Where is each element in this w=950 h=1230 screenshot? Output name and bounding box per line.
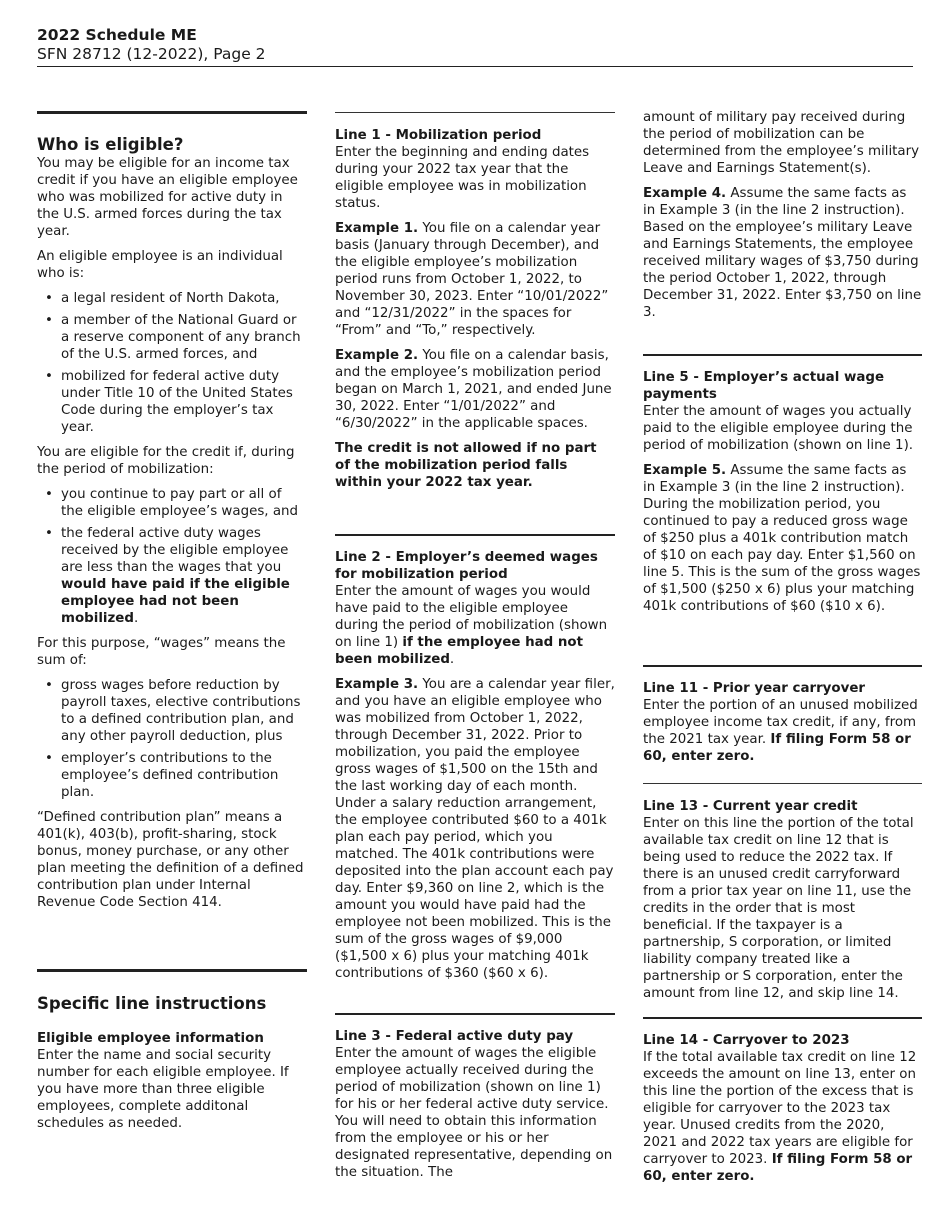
example-label: Example 3.: [335, 677, 419, 692]
paragraph: [643, 1049, 922, 1185]
paragraph: You are eligible for the credit if, during the period of mobilization:: [37, 445, 295, 477]
paragraph: For this purpose, “wages” means the sum of:: [37, 636, 286, 668]
section-rule: [643, 783, 922, 784]
paragraph: “Defined contribution plan” means a 401(k), 403(b), profit-sharing, stock bonus, money purchase, or any other plan meeting the definition of a defined contribution plan under Internal Revenue Code Section 414.: [37, 810, 304, 910]
paragraph: amount of military pay received during the period of mobilization can be determined from the employee’s military Leave and Earnings Statement(s).: [643, 110, 920, 176]
example-label: Example 2.: [335, 348, 419, 363]
section-line-14: [643, 1032, 922, 1185]
text: .: [449, 652, 455, 667]
text: You file on a calendar basis, and the employee’s mobilization period began on March 1, 2021, and ended June 30, 2022. Enter “1/01/2022” and “6/30/2022” in the applicable spaces.: [335, 348, 612, 431]
paragraph: Enter the amount of wages you actually paid to the eligible employee during the period of mobilization (shown on line 1).: [643, 404, 914, 453]
bullet-list: [37, 677, 307, 801]
example-label: Example 1.: [335, 221, 419, 236]
section-rule: [643, 354, 922, 356]
section-line-3: [335, 1028, 615, 1181]
paragraph: Enter on this line the portion of the total available tax credit on line 12 that is being used to reduce the 2022 tax. If there is an unused credit carryforward from a prior tax year on line 11, use the credits in the order that is most beneficial. If the taxpayer is a partnership, S corporation, or limited liability company treated like a partnership or S corporation, enter the amount from line 12, and skip line 14.: [643, 816, 914, 1001]
line-heading: Line 1 - Mobilization period: [335, 128, 542, 143]
text: Assume the same facts as in Example 3 (in the line 2 instruction). Based on the employee’s military Leave and Earnings Statements, the employee received military wages of $3,750 during the period October 1, 2022, through December 31, 2022. Enter $3,750 on line 3.: [643, 186, 922, 320]
section-who-is-eligible: [37, 135, 307, 919]
form-subtitle: SFN 28712 (12-2022), Page 2: [37, 45, 266, 63]
paragraph: You may be eligible for an income tax credit if you have an eligible employee who was mobilized for active duty in the U.S. armed forces during the tax year.: [37, 156, 298, 239]
text: .: [133, 611, 139, 626]
line-heading: Line 11 - Prior year carryover: [643, 681, 866, 696]
example-paragraph: [335, 220, 615, 339]
section-rule: [335, 112, 615, 113]
subheading: Eligible employee information: [37, 1031, 264, 1046]
section-line-5: [643, 369, 922, 615]
section-rule: [643, 665, 922, 667]
list-item: • employer’s contributions to the employee’s defined contribution plan.: [37, 750, 307, 801]
text: If the total available tax credit on line 12 exceeds the amount on line 13, enter on this line the portion of the excess that is eligible for carryover to the 2023 tax year. Unused credits from the 2020, 2021 and 2022 tax years are eligible for carryover to 2023.: [643, 1050, 917, 1167]
text: Assume the same facts as in Example 3 (in the line 2 instruction). During the mobilization period, you continued to pay a reduced gross wage of $250 plus a 401k contribution match of $10 on each pay day. Enter $1,560 on line 5. This is the sum of the gross wages of $1,500 ($250 x 6) plus your matching 401k contributions of $60 ($10 x 6).: [643, 463, 921, 614]
list-item: • you continue to pay part or all of the eligible employee’s wages, and: [37, 486, 307, 520]
section-rule: [37, 969, 307, 972]
list-item: • mobilized for federal active duty under Title 10 of the United States Code during the employer’s tax year.: [37, 368, 307, 436]
line-heading: Line 2 - Employer’s deemed wages for mobilization period: [335, 550, 598, 582]
section-line-3-continued: [643, 109, 922, 321]
section-line-11: [643, 680, 922, 765]
section-rule: [335, 534, 615, 536]
note-paragraph: The credit is not allowed if no part of the mobilization period falls within your 2022 tax year.: [335, 441, 597, 490]
paragraph: Enter the beginning and ending dates during your 2022 tax year that the eligible employee was in mobilization status.: [335, 145, 590, 211]
line-heading: Line 3 - Federal active duty pay: [335, 1029, 574, 1044]
section-line-1: [335, 127, 615, 491]
line-heading: Line 5 - Employer’s actual wage payments: [643, 370, 885, 402]
paragraph: Enter the name and social security number for each eligible employee. If you have more than three eligible employees, complete additonal schedules as needed.: [37, 1048, 289, 1131]
section-rule: [335, 1013, 615, 1015]
list-item: • gross wages before reduction by payroll taxes, elective contributions to a defined contribution plan, and any other payroll deduction, plus: [37, 677, 307, 745]
line-heading: Line 13 - Current year credit: [643, 799, 858, 814]
text: Enter the portion of an unused mobilized employee income tax credit, if any, from the 2021 tax year.: [643, 698, 918, 747]
text: You file on a calendar year basis (January through December), and the eligible employee’s mobilization period runs from October 1, 2022, to November 30, 2023. Enter “10/01/2022” and “12/31/2022” in the spaces for “From” and “To,” respectively.: [335, 221, 609, 338]
example-paragraph: [335, 676, 615, 982]
example-paragraph: [643, 462, 922, 615]
form-title: 2022 Schedule ME: [37, 26, 197, 44]
example-label: Example 5.: [643, 463, 727, 478]
section-heading: Specific line instructions: [37, 994, 267, 1013]
section-rule: [643, 1017, 922, 1019]
emphasis: If filing Form 58 or 60, enter zero.: [643, 732, 911, 764]
text: Enter the amount of wages you would have paid to the eligible employee during the period of mobilization (shown on line 1): [335, 584, 608, 650]
text: You are a calendar year filer, and you have an eligible employee who was mobilized from October 1, 2022, through December 31, 2022. Prior to mobilization, you paid the employee gross wages of $1,500 on the 15th and the last working day of each month. Under a salary reduction arrangement, the employee contributed $60 to a 401k plan each pay period, which you matched. The 401k contributions were deposited into the plan account each pay day. Enter $9,360 on line 2, which is the amount you would have paid had the employee not been mobilized. This is the sum of the gross wages of $9,000 ($1,500 x 6) plus your matching 401k contributions of $360 ($60 x 6).: [335, 677, 615, 981]
section-heading: Who is eligible?: [37, 135, 184, 154]
bullet-list: [37, 290, 307, 436]
bullet-list: [37, 486, 307, 627]
page-header: [37, 26, 913, 64]
list-item: • a legal resident of North Dakota,: [37, 290, 307, 307]
emphasis: would have paid if the eligible employee had not been mobilized: [61, 577, 290, 626]
list-item: [37, 525, 307, 627]
emphasis: if the employee had not been mobilized: [335, 635, 584, 667]
emphasis: If filing Form 58 or 60, enter zero.: [643, 1152, 913, 1184]
paragraph: [335, 583, 615, 668]
section-rule: [37, 111, 307, 114]
header-rule: [37, 66, 913, 67]
paragraph: An eligible employee is an individual who is:: [37, 249, 283, 281]
section-specific-instructions: [37, 994, 307, 1132]
list-item: • a member of the National Guard or a reserve component of any branch of the U.S. armed forces, and: [37, 312, 307, 363]
example-label: Example 4.: [643, 186, 727, 201]
line-heading: Line 14 - Carryover to 2023: [643, 1033, 850, 1048]
section-line-2: [335, 549, 615, 982]
text: the federal active duty wages received by the eligible employee are less than the wages that you: [61, 526, 289, 575]
paragraph: Enter the amount of wages the eligible employee actually received during the period of mobilization (shown on line 1) for his or her federal active duty service. You will need to obtain this information from the employee or his or her designated representative, depending on the situation. The: [335, 1046, 613, 1180]
paragraph: [643, 697, 922, 765]
example-paragraph: [643, 185, 922, 321]
example-paragraph: [335, 347, 615, 432]
section-line-13: [643, 798, 922, 1002]
